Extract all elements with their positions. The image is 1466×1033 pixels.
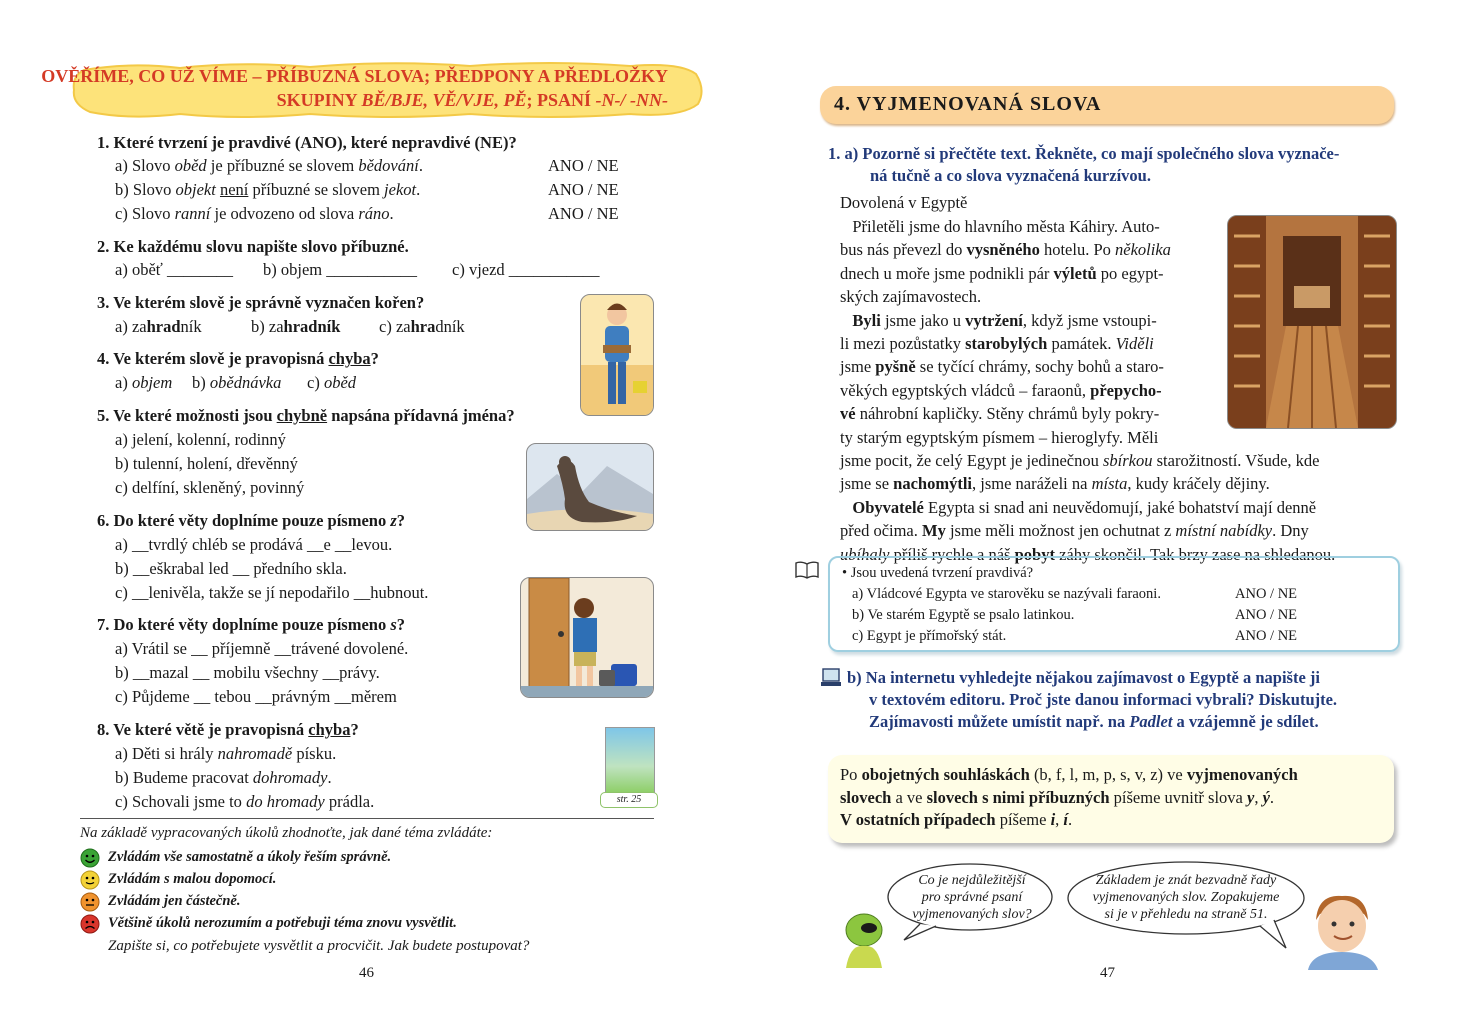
page-number-right: 47 <box>1100 965 1115 981</box>
q4-option-a[interactable]: a) objem <box>115 373 173 392</box>
question-6: 6. Do které věty doplníme pouze písmeno z? <box>97 511 405 530</box>
evaluation-level-1: Zvládám vše samostatně a úkoly řeším správně. <box>108 849 392 865</box>
question-7: 7. Do které věty doplníme pouze písmeno s? <box>97 615 405 634</box>
task-1b-line-1: b) Na internetu vyhledejte nějakou zajímavost o Egyptě a napište ji <box>847 668 1320 687</box>
question-5: 5. Ve které možnosti jsou chybně napsána přídavná jména? <box>97 406 515 425</box>
story-line: ty starým egyptským písmem – hieroglyfy. Měli <box>840 427 1159 447</box>
question-8: 8. Ve které větě je pravopisná chyba? <box>97 720 359 739</box>
evaluation-note: Zapište si, co potřebujete vysvětlit a procvičit. Jak budete postupovat? <box>108 938 530 954</box>
divider <box>80 818 654 819</box>
story-line: Byli jsme jako u vytržení, když jsme vstoupi- <box>852 310 1157 330</box>
text-title: Dovolená v Egyptě <box>840 193 968 212</box>
check-statement-b: b) Ve starém Egyptě se psalo latinkou. <box>852 607 1075 623</box>
seal-illustration <box>526 443 654 531</box>
q1-option-c: c) Slovo ranní je odvozeno od slova ráno. ANO / NE <box>115 202 635 226</box>
check-b-ano-ne[interactable]: ANO / NE <box>1235 607 1298 623</box>
smiley-red-icon[interactable] <box>80 914 100 939</box>
story-line: bus nás převezl do vysněného hotelu. Po několika <box>840 240 1171 260</box>
grammar-rule-text <box>840 764 1298 832</box>
q1-option-a: a) Slovo oběd je příbuzné se slovem bědování. ANO / NE <box>115 154 635 178</box>
q2-option-c[interactable]: c) vjezd ___________ <box>452 260 600 279</box>
bubble-1-text: Co je nejdůležitější pro správné psaní vyjmenovaných slov? <box>912 873 1032 922</box>
evaluation-level-2: Zvládám s malou dopomocí. <box>108 871 277 887</box>
story-line: ubíhaly příliš rychle a náš pobyt záhy skončil. Tak brzy zase na shledanou. <box>840 544 1336 564</box>
q6-option-c[interactable]: c) __lenivěla, takže se jí nepodařilo __hubnout. <box>115 583 429 602</box>
question-2: 2. Ke každému slovu napište slovo příbuzné. <box>97 237 409 256</box>
open-book-icon <box>794 560 820 585</box>
q5-option-c[interactable]: c) delfíní, skleněný, povinný <box>115 478 305 497</box>
q5-option-a[interactable]: a) jelení, kolenní, rodinný <box>115 430 286 449</box>
boy-illustration <box>580 294 654 416</box>
q2-option-a[interactable]: a) oběť ________ <box>115 260 233 279</box>
workbook-cover-thumbnail[interactable] <box>605 727 655 793</box>
chapter-title: 4. VYJMENOVANÁ SLOVA <box>834 93 1102 115</box>
q4-option-c[interactable]: c) oběd <box>307 373 357 392</box>
q8-option-a[interactable]: a) Děti si hrály nahromadě písku. <box>115 744 337 763</box>
evaluation-level-4: Většině úkolů nerozumím a potřebuji téma znovu vysvětlit. <box>108 915 457 931</box>
banner-line-2: SKUPINY BĚ/BJE, VĚ/VJE, PĚ; PSANÍ -N-/ -NN- <box>276 90 668 110</box>
question-3: 3. Ve kterém slově je správně vyznačen kořen? <box>97 293 425 312</box>
check-statement-a: a) Vládcové Egypta ve starověku se nazývali faraoni. <box>852 586 1161 602</box>
door-boy-figure-icon <box>521 578 653 697</box>
q5-option-b[interactable]: b) tulenní, holení, dřevěnný <box>115 454 298 473</box>
q8-option-c[interactable]: c) Schovali jsme to do hromady prádla. <box>115 792 375 811</box>
egypt-temple-illustration <box>1227 215 1397 429</box>
story-line: před očima. My jsme měli možnost jen ochutnat z místní nabídky. Dny <box>840 521 1309 541</box>
task-1a-line-1: 1. a) Pozorně si přečtěte text. Řekněte, co mají společného slova vyznače- <box>828 144 1340 163</box>
question-4: 4. Ve kterém slově je pravopisná chyba? <box>97 349 379 368</box>
story-line: jsme pyšně se tyčící chrámy, sochy bohů a staro- <box>840 357 1164 377</box>
check-statement-c: c) Egypt je přímořský stát. <box>852 628 1007 644</box>
check-c-ano-ne[interactable]: ANO / NE <box>1235 628 1298 644</box>
story-line: Přiletěli jsme do hlavního města Káhiry. Auto- <box>840 217 1160 236</box>
alien-character <box>836 908 898 968</box>
comprehension-check-box <box>828 556 1400 652</box>
chapter-header <box>820 86 1394 124</box>
q3-option-c[interactable]: c) zahradník <box>379 317 465 336</box>
story-line: Obyvatelé Egypta si snad ani neuvědomují, jaké bohatství mají denně <box>852 497 1317 517</box>
task-1b-line-3: Zajímavosti můžete umístit např. na Padlet a vzájemně je sdílet. <box>869 712 1319 731</box>
q1-option-b: b) Slovo objekt není příbuzné se slovem jekot. ANO / NE <box>115 178 635 202</box>
q6-option-a[interactable]: a) __tvrdlý chléb se prodává __e __levou. <box>115 535 393 554</box>
evaluation-level-3: Zvládám jen částečně. <box>108 893 241 909</box>
book-reference: str. 25 <box>600 792 658 808</box>
story-line: vé náhrobní kapličky. Stěny chrámů byly pokry- <box>840 404 1160 424</box>
grammar-rule-box <box>828 755 1394 843</box>
question-1: 1. Které tvrzení je pravdivé (ANO), které nepravdivé (NE)? <box>97 133 517 152</box>
q1a-ano-ne[interactable]: ANO / NE <box>548 156 619 175</box>
q4-option-b[interactable]: b) obědnávka <box>192 373 282 392</box>
story-line: věkých egyptských vládců – faraonů, přepycho- <box>840 380 1162 400</box>
door-boy-illustration <box>520 577 654 698</box>
q7-option-a[interactable]: a) Vrátil se __ příjemně __trávené dovolené. <box>115 639 409 658</box>
story-line: jsme se nachomýtli, jsme naráželi na místa, kudy kráčely dějiny. <box>840 474 1270 494</box>
story-line: jsme pocit, že celý Egypt je jedinečnou sbírkou starožitností. Všude, kde <box>840 451 1320 471</box>
q1b-ano-ne[interactable]: ANO / NE <box>548 180 619 199</box>
seal-figure-icon <box>527 444 653 530</box>
check-question: • Jsou uvedená tvrzení pravdivá? <box>842 565 1034 581</box>
section-banner <box>41 60 706 120</box>
q1c-ano-ne[interactable]: ANO / NE <box>548 204 619 223</box>
q2-option-b[interactable]: b) objem ___________ <box>263 260 417 279</box>
rule-line: V ostatních případech píšeme i, í. <box>840 810 1073 829</box>
evaluation-intro: Na základě vypracovaných úkolů zhodnoťte, jak dané téma zvládáte: <box>80 825 493 841</box>
check-a-ano-ne[interactable]: ANO / NE <box>1235 586 1298 602</box>
computer-icon <box>820 667 844 694</box>
q3-option-b[interactable]: b) zahradník <box>251 317 341 336</box>
boy-figure-icon <box>581 295 653 415</box>
q3-option-a[interactable]: a) zahradník <box>115 317 202 336</box>
task-1b-line-2: v textovém editoru. Proč jste danou informaci vybrali? Diskutujte. <box>869 690 1338 709</box>
q8-option-b[interactable]: b) Budeme pracovat dohromady. <box>115 768 332 787</box>
story-line: ských zajímavostech. <box>840 287 982 307</box>
banner-line-1: OVĚŘÍME, CO UŽ VÍME – PŘÍBUZNÁ SLOVA; PŘEDPONY A PŘEDLOŽKY <box>41 66 668 86</box>
temple-figure-icon <box>1228 216 1396 428</box>
rule-line: slovech a ve slovech s nimi příbuzných píšeme uvnitř slova y, ý. <box>840 787 1275 807</box>
bubble-2-text: Základem je znát bezvadně řady vyjmenovaných slov. Zopakujeme si je v přehledu na straně 51. <box>1092 873 1280 922</box>
story-line: li mezi pozůstatky starobylých památek. Viděli <box>840 334 1154 354</box>
story-line: dnech u moře jsme podnikli pár výletů po egypt- <box>840 263 1164 283</box>
boy-character <box>1298 890 1388 970</box>
q7-option-c[interactable]: c) Půjdeme __ tebou __právným __měrem <box>115 687 397 706</box>
q7-option-b[interactable]: b) __mazal __ mobilu všechny __právy. <box>115 663 380 682</box>
rule-line: Po obojetných souhláskách (b, f, l, m, p, s, v, z) ve vyjmenovaných <box>840 765 1298 784</box>
page-number-left: 46 <box>359 965 374 981</box>
task-1a-line-2: ná tučně a co slova vyznačená kurzívou. <box>870 166 1151 185</box>
q6-option-b[interactable]: b) __eškrabal led __ předního skla. <box>115 559 347 578</box>
